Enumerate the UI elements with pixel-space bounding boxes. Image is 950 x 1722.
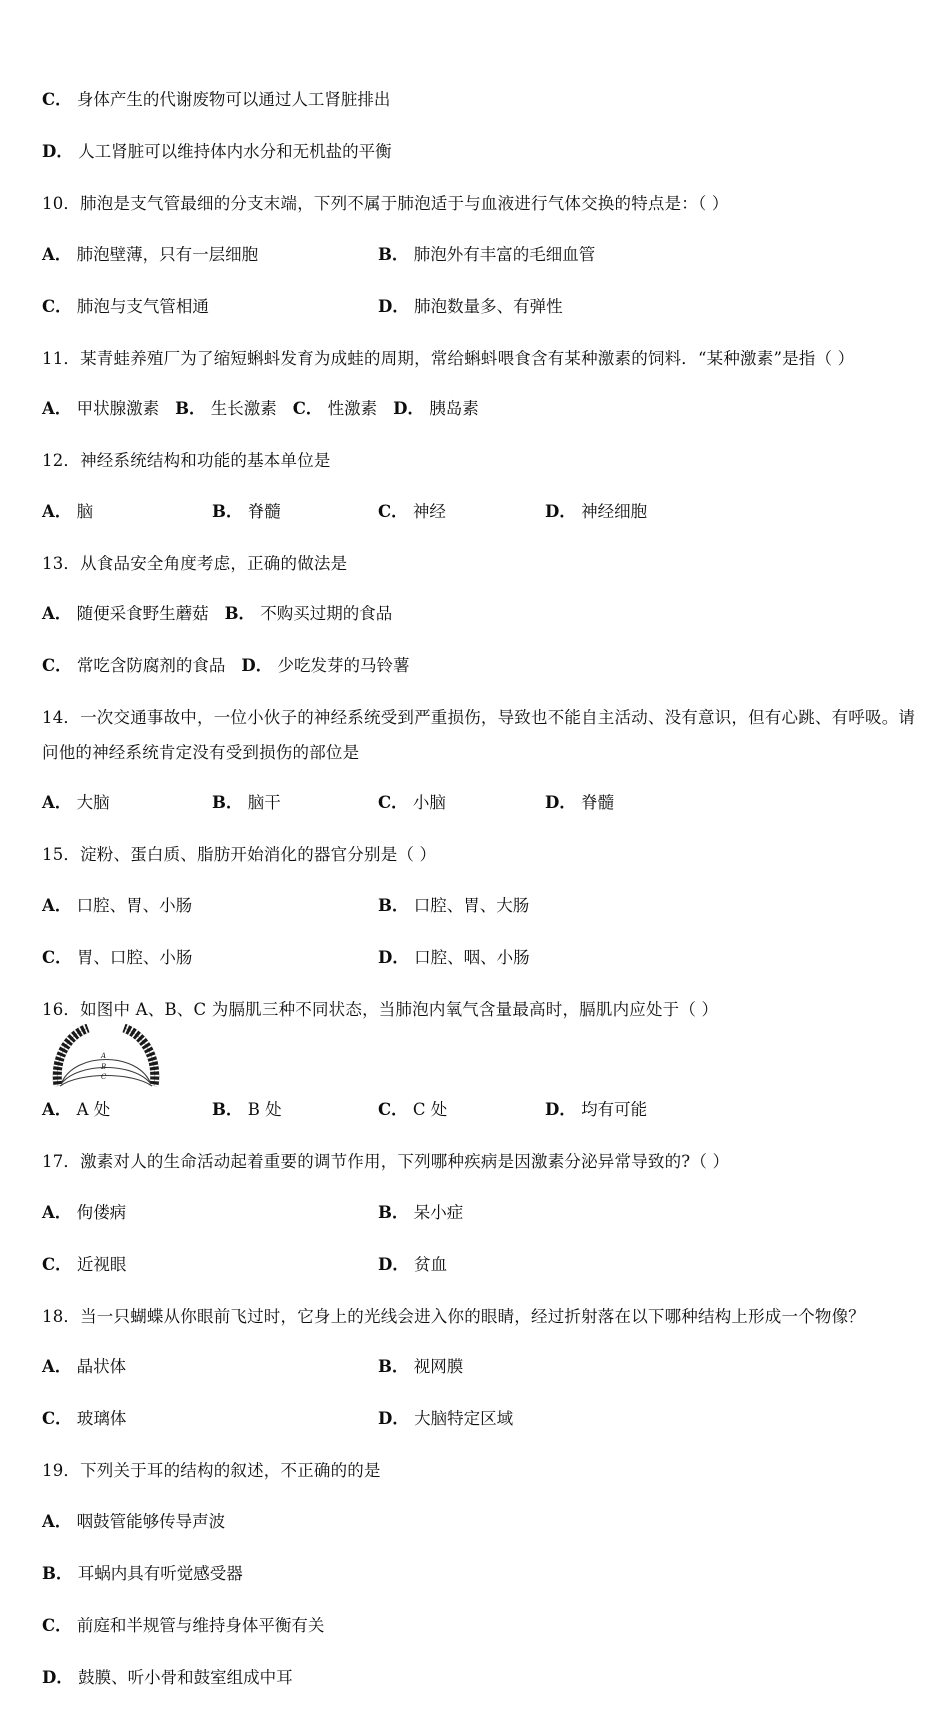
question-stem-12: 12．神经系统结构和功能的基本单位是 bbox=[42, 451, 331, 470]
question-stem-17: 17．激素对人的生命活动起着重要的调节作用，下列哪种疾病是因激素分泌异常导致的?（ ） bbox=[42, 1152, 730, 1171]
q11-options-inline: A ． 甲状腺激素 B ． 生长激素 C ． 性激素 D ． 胰岛素 bbox=[42, 401, 479, 418]
option-row bbox=[42, 1511, 922, 1532]
option-row bbox=[42, 895, 922, 916]
q13-options-cd: C ． 常吃含防腐剂的食品 D ． 少吃发芽的马铃薯 bbox=[42, 658, 409, 675]
option-row bbox=[42, 144, 922, 162]
option-row bbox=[42, 244, 922, 265]
q17-option-c: C ． 近视眼 bbox=[42, 1257, 126, 1274]
q10-option-a: A ． 肺泡壁薄，只有一层细胞 bbox=[42, 247, 258, 264]
q12-option-d: D ． 神经细胞 bbox=[545, 504, 647, 521]
option-c: C ． 身体产生的代谢废物可以通过人工肾脏排出 bbox=[42, 92, 390, 109]
option-row bbox=[42, 296, 922, 317]
option-row bbox=[42, 1615, 922, 1636]
q19-option-b: B ． 耳蜗内具有听觉感受器 bbox=[42, 1566, 243, 1583]
q15-option-a: A ． 口腔、胃、小肠 bbox=[42, 898, 192, 915]
question-stem-14-continued: 问他的神经系统肯定没有受到损伤的部位是 bbox=[42, 742, 360, 762]
question-stem-10: 10．肺泡是支气管最细的分支末端，下列不属于肺泡适于与血液进行气体交换的特点是：（ ） bbox=[42, 194, 729, 213]
curve-label-c: C bbox=[101, 1073, 107, 1081]
q19-option-c: C ． 前庭和半规管与维持身体平衡有关 bbox=[42, 1618, 324, 1635]
q10-option-c: C ． 肺泡与支气管相通 bbox=[42, 299, 209, 316]
q18-option-b: B ． 视网膜 bbox=[378, 1359, 463, 1376]
q13-options-ab: A ． 随便采食野生蘑菇 B ． 不购买过期的食品 bbox=[42, 606, 392, 623]
option-row bbox=[42, 1359, 922, 1377]
option-row bbox=[42, 1563, 922, 1584]
option-row bbox=[42, 401, 922, 419]
q19-option-a: A ． 咽鼓管能够传导声波 bbox=[42, 1514, 225, 1531]
q14-option-c: C ． 小脑 bbox=[378, 795, 446, 812]
question-stem-18: 18．当一只蝴蝶从你眼前飞过时，它身上的光线会进入你的眼睛，经过折射落在以下哪种结构上形成一个物像？ bbox=[42, 1306, 866, 1326]
q14-option-a: A ． 大脑 bbox=[42, 795, 110, 812]
q10-option-d: D ． 肺泡数量多、有弹性 bbox=[378, 299, 563, 316]
question-stem-14: 14．一次交通事故中，一位小伙子的神经系统受到严重损伤，导致也不能自主活动、没有意识，但有心跳、有呼吸。请 bbox=[42, 708, 916, 727]
q19-option-d: D ． 鼓膜、听小骨和鼓室组成中耳 bbox=[42, 1670, 293, 1687]
q18-option-c: C ． 玻璃体 bbox=[42, 1411, 126, 1428]
question-stem-11: 11．某青蛙养殖厂为了缩短蝌蚪发育为成蛙的周期，常给蝌蚪喂食含有某种激素的饲料．“某种激素”是指（ ） bbox=[42, 348, 855, 368]
option-row bbox=[42, 658, 922, 676]
q14-option-b: B ． 脑干 bbox=[212, 795, 281, 812]
q15-option-b: B ． 口腔、胃、大肠 bbox=[378, 898, 529, 915]
q16-option-b: B ． B 处 bbox=[212, 1102, 282, 1119]
option-row bbox=[42, 947, 922, 968]
q16-option-c: C ． C 处 bbox=[378, 1102, 447, 1119]
option-row bbox=[42, 1202, 922, 1223]
option-row bbox=[42, 501, 922, 522]
question-stem-19: 19．下列关于耳的结构的叙述，不正确的的是 bbox=[42, 1461, 381, 1480]
q10-option-b: B ． 肺泡外有丰富的毛细血管 bbox=[378, 247, 595, 264]
question-list bbox=[42, 92, 922, 1722]
q17-option-a: A ． 佝偻病 bbox=[42, 1205, 126, 1222]
question-stem-16: 16．如图中 A、B、C 为膈肌三种不同状态，当肺泡内氧气含量最高时，膈肌内应处于（ ） bbox=[42, 999, 719, 1019]
option-d: D ． 人工肾脏可以维持体内水分和无机盐的平衡 bbox=[42, 144, 392, 161]
q17-option-d: D ． 贫血 bbox=[378, 1257, 447, 1274]
question-stem-13: 13．从食品安全角度考虑，正确的做法是 bbox=[42, 553, 348, 573]
question-stem-15: 15．淀粉、蛋白质、脂肪开始消化的器官分别是（ ） bbox=[42, 845, 437, 864]
option-row bbox=[42, 92, 922, 110]
option-row bbox=[42, 1411, 922, 1429]
option-row bbox=[42, 1102, 922, 1120]
q18-option-d: D ． 大脑特定区域 bbox=[378, 1411, 513, 1428]
diaphragm-states-diagram bbox=[46, 1024, 166, 1090]
q16-option-a: A ． A 处 bbox=[42, 1102, 110, 1119]
option-row bbox=[42, 1667, 922, 1688]
q17-option-b: B ． 呆小症 bbox=[378, 1205, 463, 1222]
option-row bbox=[42, 606, 922, 624]
q15-option-d: D ． 口腔、咽、小肠 bbox=[378, 950, 530, 967]
curve-label-b: B bbox=[101, 1063, 107, 1071]
q12-option-a: A ． 脑 bbox=[42, 504, 93, 521]
q16-option-d: D ． 均有可能 bbox=[545, 1102, 647, 1119]
curve-label-a: A bbox=[101, 1052, 107, 1060]
q12-option-c: C ． 神经 bbox=[378, 504, 446, 521]
option-row bbox=[42, 795, 922, 813]
option-row bbox=[42, 1254, 922, 1275]
q12-option-b: B ． 脊髓 bbox=[212, 504, 281, 521]
q14-option-d: D ． 脊髓 bbox=[545, 795, 614, 812]
q15-option-c: C ． 胃、口腔、小肠 bbox=[42, 950, 192, 967]
q18-option-a: A ． 晶状体 bbox=[42, 1359, 126, 1376]
